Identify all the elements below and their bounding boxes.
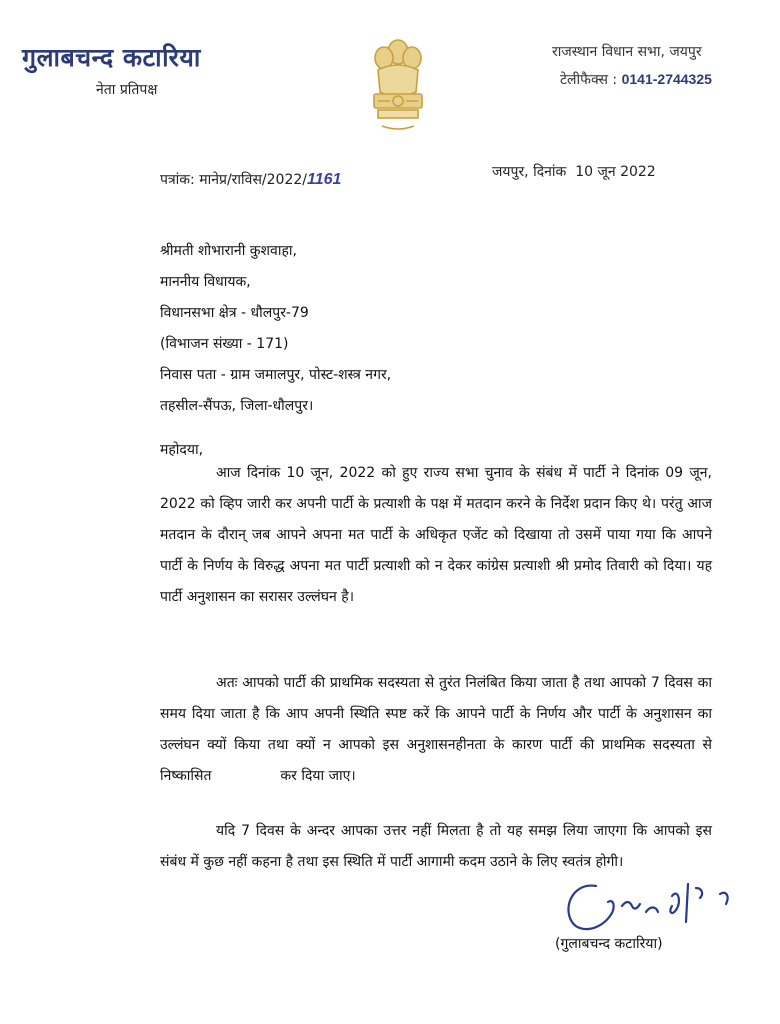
paragraph-3: यदि 7 दिवस के अन्दर आपका उत्तर नहीं मिलता है तो यह समझ लिया जाएगा कि आपको इस संबंध में कुछ नहीं कहना है तथा इस स्थिति में पार्टी आगामी कदम उठाने के लिए स्वतंत्र होगी। [160, 823, 712, 870]
addressee-line: विधानसभा क्षेत्र - धौलपुर-79 [160, 305, 309, 321]
addressee-line: तहसील-सैंपऊ, जिला-धौलपुर। [160, 398, 314, 414]
addressee-line: माननीय विधायक, [160, 274, 251, 290]
place-date-label: जयपुर, दिनांक [492, 164, 567, 180]
paragraph-2 [160, 668, 712, 792]
signature-mark [556, 872, 746, 936]
addressee-line: (विभाजन संख्या - 171) [160, 336, 289, 352]
sender-designation: नेता प्रतिपक्ष [96, 82, 158, 98]
addressee-line: श्रीमती शोभारानी कुशवाहा, [160, 243, 297, 259]
paragraph-2-text: अतः आपको पार्टी की प्राथमिक सदस्यता से तुरंत निलंबित किया जाता है तथा आपको 7 दिवस का समय दिया जाता है कि आप अपनी स्थिति स्पष्ट करें कि आपने पार्टी के निर्णय और पार्टी के अनुशासन का उल्लंघन क्यों किया तथा क्यों न आपको इस अनुशासनहीनता के कारण पार्टी की प्राथमिक सदस्यता से निष्कासित [160, 675, 712, 784]
ashoka-emblem-icon [356, 30, 440, 142]
letter-date: 10 जून 2022 [575, 164, 656, 180]
paragraph-1: आज दिनांक 10 जून, 2022 को हुए राज्य सभा चुनाव के संबंध में पार्टी ने दिनांक 09 जून, 2022 को व्हिप जारी कर अपनी पार्टी के प्रत्याशी के पक्ष में मतदान करने के निर्देश प्रदान किए थे। परंतु आज मतदान के दौरान् जब आपने अपना मत पार्टी के अधिकृत एजेंट को दिखाया तो उसमें पाया गया कि आपने पार्टी के निर्णय के विरुद्ध अपना मत पार्टी प्रत्याशी को न देकर कांग्रेस प्रत्याशी श्री प्रमोद तिवारी को दिया। यह पार्टी अनुशासन का सरासर उल्लंघन है। [160, 465, 712, 605]
telefax-number: 0141-2744325 [621, 71, 712, 87]
signatory-name: (गुलाबचन्द कटारिया) [555, 936, 663, 952]
paragraph-2-end: कर दिया जाए। [280, 768, 356, 784]
place-date [492, 162, 656, 181]
sender-name: गुलाबचन्द कटारिया [22, 43, 201, 72]
organization-name: राजस्थान विधान सभा, जयपुर [552, 44, 702, 60]
salutation: महोदया, [160, 442, 204, 458]
reference-prefix: मानेप्र/राविस/2022/ [199, 172, 307, 188]
reference-line [160, 170, 341, 189]
reference-label: पत्रांक: [160, 172, 195, 188]
telefax [560, 70, 712, 89]
telefax-label: टेलीफैक्स : [560, 72, 618, 88]
reference-number: 1161 [306, 171, 342, 188]
addressee-line: निवास पता - ग्राम जमालपुर, पोस्ट-शस्त्र नगर, [160, 367, 392, 383]
addressee-block [160, 236, 391, 422]
